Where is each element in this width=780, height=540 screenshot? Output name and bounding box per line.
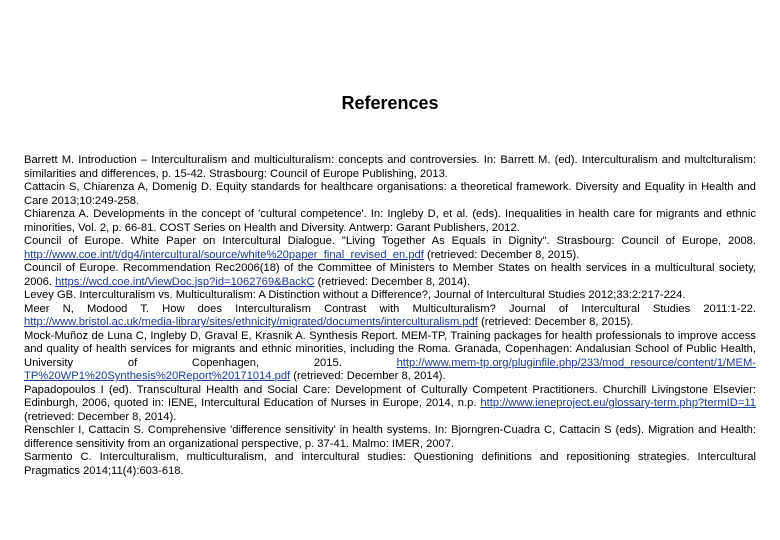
reference-entry bbox=[24, 208, 756, 235]
reference-retrieved-note: (retrieved: December 8, 2015). bbox=[477, 316, 634, 328]
reference-entry bbox=[24, 235, 756, 262]
reference-text: Papadopoulos I (ed). Transcultural Health and Social Care: Development of Culturally Competent Practitioners. Churchill Livingstone Elsevier: Edinburgh, 2006, quoted in: IENE, Intercultural Education of Nurses in Europe, 2014, n.p. bbox=[24, 383, 756, 409]
reference-text: Meer N, Modood T. How does Interculturalism Contrast with Multiculturalism? Journal of Intercultural Studies 2011:1-22. bbox=[24, 302, 756, 315]
reference-entry bbox=[24, 424, 756, 451]
reference-link[interactable]: http://www.mem-tp.org/pluginfile.php/233/mod_resource/content/1/MEM-TP%20WP1%20Synthesis%20Report%20171014.pdf bbox=[24, 356, 756, 382]
reference-text: Chiarenza A. Developments in the concept of 'cultural competence'. In: Ingleby D, et al. (eds). Inequalities in health care for migrants and ethnic minorities, Vol. 2, p. 66-81. COST Series on Health and Diversity. Antwerp: Garant Publishers, 2012. bbox=[24, 208, 756, 234]
reference-text: Mock-Muñoz de Luna C, Ingleby D, Graval E, Krasnik A. Synthesis Report. MEM-TP, Training packages for health professionals to improve access and quality of health services for migrants and ethnic minorities, including the Roma. Granada, Copenhagen: Andalusian School of Public Health, University of Copenhagen, 2015. bbox=[24, 329, 756, 369]
reference-text: Council of Europe. Recommendation Rec2006(18) of the Committee of Ministers to Member States on health services in a multicultural society, 2006. bbox=[24, 262, 756, 288]
reference-entry bbox=[24, 384, 756, 425]
reference-text: Council of Europe. White Paper on Intercultural Dialogue. "Living Together As Equals in Dignity". Strasbourg: Council of Europe, 2008. bbox=[24, 235, 756, 247]
page-title: References bbox=[341, 93, 439, 113]
reference-link[interactable]: http://www.bristol.ac.uk/media-library/sites/ethnicity/migrated/documents/interculturalism.pdf bbox=[24, 316, 478, 328]
reference-entry bbox=[24, 330, 756, 384]
reference-link[interactable]: http://www.coe.int/t/dg4/intercultural/source/white%20paper_final_revised_en.pdf bbox=[24, 248, 424, 261]
reference-text: Cattacin S, Chiarenza A, Domenig D. Equity standards for healthcare organisations: a theoretical framework. Diversity and Equality in Health and Care 2013;10:249-258. bbox=[24, 181, 756, 207]
reference-list bbox=[24, 154, 756, 478]
reference-entry bbox=[24, 181, 756, 208]
reference-text: Renschler I, Cattacin S. Comprehensive 'difference sensitivity' in health systems. In: Bjorngren-Cuadra C, Cattacin S (eds). Migration and Health: difference sensitivity from an organizational perspective, p. 37-41. Malmo: IMER, 2007. bbox=[24, 424, 756, 450]
reference-text: Sarmento C. Interculturalism, multiculturalism, and intercultural studies: Questioning definitions and repositioning strategies. Intercultural Pragmatics 2014;11(4):603-618. bbox=[24, 451, 756, 477]
reference-retrieved-note: (retrieved: December 8, 2014). bbox=[290, 370, 446, 382]
reference-link[interactable]: http://www.ieneproject.eu/glossary-term.php?termID=11 bbox=[480, 397, 756, 409]
reference-retrieved-note: (retrieved: December 8, 2014). bbox=[24, 410, 177, 423]
reference-text: Levey GB. Interculturalism vs. Multiculturalism: A Distinction without a Difference?, Journal of Intercultural Studies 2012;33:2:217-224. bbox=[24, 289, 686, 301]
reference-entry bbox=[24, 451, 756, 478]
reference-entry bbox=[24, 289, 756, 303]
reference-entry bbox=[24, 262, 756, 289]
reference-entry bbox=[24, 303, 756, 330]
reference-link[interactable]: https://wcd.coe.int/ViewDoc.jsp?id=1062769&BackC bbox=[55, 275, 315, 288]
reference-text: Barrett M. Introduction – Interculturalism and multiculturalism: concepts and controversies. In: Barrett M. (ed). Interculturalism and multclturalism: similarities and differences, p. 15-42. Strasbourg: Council of Europe Publishing, 2013. bbox=[24, 154, 756, 180]
reference-retrieved-note: (retrieved: December 8, 2014). bbox=[314, 275, 470, 288]
reference-entry bbox=[24, 154, 756, 181]
reference-retrieved-note: (retrieved: December 8, 2015). bbox=[423, 248, 580, 261]
